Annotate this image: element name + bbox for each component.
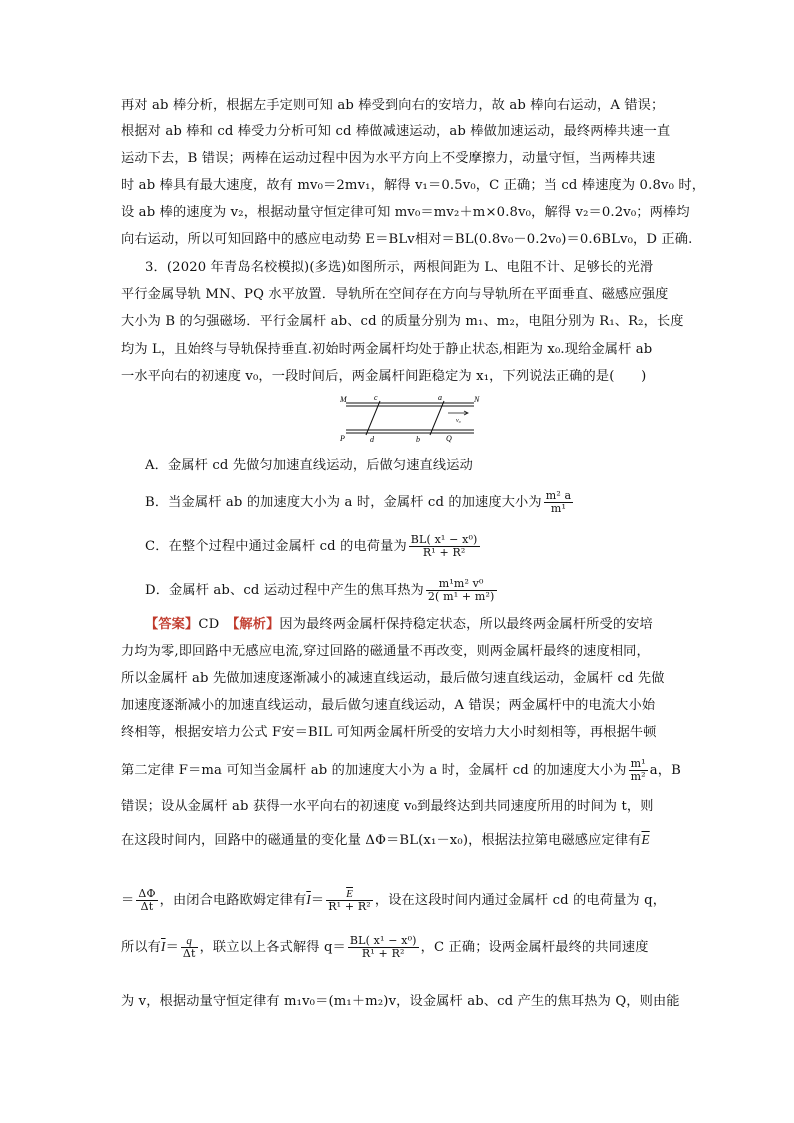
answer-tag: 【答案】	[145, 617, 199, 632]
option-d-text: D．金属杆 ab、cd 运动过程中产生的焦耳热为	[145, 583, 424, 598]
fraction-denominator: R¹ + R²	[328, 900, 371, 913]
text-line: 根据对 ab 棒和 cd 棒受力分析可知 cd 棒做减速运动，ab 棒做加速运动，最终两棒共速一直	[121, 124, 671, 139]
analysis-line	[121, 830, 681, 851]
fraction-denominator: m¹	[544, 502, 574, 515]
equals-sign: ＝	[121, 893, 135, 908]
analysis-line: 力均为零,即回路中无感应电流,穿过回路的磁通量不再改变，则两金属杆最终的速度相同，	[121, 644, 650, 659]
fraction-numerator: q	[186, 935, 193, 947]
fraction-denominator: R¹ + R²	[348, 947, 419, 960]
avg-current-symbol: $\overline{I}$	[161, 939, 166, 954]
equals-sign: ＝	[165, 940, 179, 955]
option-c-text: C．在整个过程中通过金属杆 cd 的电荷量为	[145, 539, 407, 554]
option-d-fraction	[426, 578, 497, 603]
analysis-line: 加速度逐渐减小的加速直线运动，最后做匀速直线运动，A 错误；两金属杆中的电流大小始	[121, 698, 656, 713]
text-line: 设 ab 棒的速度为 v₂，根据动量守恒定律可知 mv₀＝mv₂＋m×0.8v₀，解得 v₂＝0.2v₀；两棒均	[121, 205, 690, 220]
analysis-line: 错误；设从金属杆 ab 获得一水平向右的初速度 v₀到最终达到共同速度所用的时间为 t，则	[121, 799, 654, 814]
avg-emf-symbol: $\overline{E}$	[641, 832, 650, 847]
answer-value: CD	[198, 617, 220, 632]
flux-rate-fraction	[136, 888, 157, 913]
answer-line	[145, 615, 705, 635]
option-c	[145, 534, 705, 559]
question-3-line: 平行金属导轨 MN、PQ 水平放置．导轨所在空间存在方向与导轨所在平面垂直、磁感应强度	[121, 287, 669, 302]
fraction-numerator: m² a	[545, 489, 572, 502]
fraction-numerator: m¹m² v⁰	[438, 577, 484, 590]
analysis-line	[121, 935, 681, 960]
analysis-line	[121, 888, 681, 913]
fraction-numerator: BL( x¹ − x⁰)	[410, 533, 478, 546]
analysis-text: 在这段时间内，回路中的磁通量的变化量 ΔΦ＝BL(x₁－x₀)，根据法拉第电磁感应定律有	[121, 833, 642, 848]
question-3-line: 一水平向右的初速度 v₀，一段时间后，两金属杆间距稳定为 x₁，下列说法正确的是( )	[121, 369, 647, 384]
text-line: 再对 ab 棒分析，根据左手定则可知 ab 棒受到向右的安培力，故 ab 棒向右运动，A 错误；	[121, 98, 665, 113]
question-3-line: 3．(2020 年青岛名校模拟)(多选)如图所示，两根间距为 L、电阻不计、足够长的光滑	[145, 260, 654, 275]
fraction-denominator: Δt	[136, 900, 157, 913]
fraction-numerator: ΔΦ	[138, 887, 156, 900]
analysis-text: 所以有	[121, 940, 162, 955]
option-d	[145, 578, 705, 603]
label-d: d	[370, 435, 374, 443]
fraction-numerator: BL( x¹ − x⁰)	[349, 934, 417, 947]
charge-rate-fraction	[181, 935, 198, 960]
question-3-line: 大小为 B 的匀强磁场．平行金属杆 ab、cd 的质量分别为 m₁、m₂，电阻分别为 R₁、R₂，长度	[121, 314, 684, 329]
analysis-text: ，由闭合电路欧姆定律有	[159, 893, 307, 908]
text-line: 向右运动，所以可知回路中的感应电动势 E＝BLv相对＝BL(0.8v₀－0.2v₀)＝0.6BLv₀，D 正确.	[121, 232, 693, 247]
analysis-line: 终相等，根据安培力公式 F安＝BIL 可知两金属杆所受的安培力大小时刻相等，再根据牛顿	[121, 725, 657, 740]
label-c: c	[374, 393, 378, 402]
analysis-text: 第二定律 F＝ma 可知当金属杆 ab 的加速度大小为 a 时，金属杆 cd 的加速度大小为	[121, 763, 627, 778]
fraction-denominator: R¹ + R²	[409, 546, 480, 559]
charge-fraction	[348, 935, 419, 960]
text-line: 运动下去，B 错误；两棒在运动过程中因为水平方向上不受摩擦力，动量守恒，当两棒共速	[121, 151, 656, 166]
analysis-text: a，B	[649, 763, 681, 778]
label-v0: v₀	[456, 418, 461, 424]
text-line: 时 ab 棒具有最大速度，故有 mv₀＝2mv₁，解得 v₁＝0.5v₀，C 正确；当 cd 棒速度为 0.8v₀ 时，	[121, 178, 706, 193]
label-M: M	[340, 395, 347, 404]
avg-current-symbol: $\overline{I}$	[306, 892, 311, 907]
fraction-numerator: m¹	[630, 757, 646, 770]
ohm-fraction	[326, 888, 373, 913]
fraction-denominator: 2( m¹ + m²)	[427, 590, 495, 603]
option-b-fraction	[544, 490, 574, 515]
label-P: P	[340, 434, 345, 443]
analysis-text: ，C 正确；设两金属杆最终的共同速度	[420, 940, 649, 955]
label-Q: Q	[446, 434, 452, 443]
fraction-numerator: $\overline{E}$	[346, 888, 353, 900]
analysis-text: ，设在这段时间内通过金属杆 cd 的电荷量为 q，	[374, 893, 667, 908]
analysis-line	[121, 758, 681, 783]
analysis-line: 所以金属杆 ab 先做加速度逐渐减小的减速直线运动，最后做匀速直线运动，金属杆 cd 先做	[121, 671, 665, 686]
option-a: A．金属杆 cd 先做匀加速直线运动，后做匀速直线运动	[145, 458, 473, 473]
analysis-line: 为 v，根据动量守恒定律有 m₁v₀＝(m₁＋m₂)v，设金属杆 ab、cd 产生的焦耳热为 Q，则由能	[121, 994, 680, 1009]
question-3-line: 均为 L，且始终与导轨保持垂直.初始时两金属杆均处于静止状态,相距为 x₀.现给金属杆 ab	[121, 342, 653, 357]
accel-ratio-fraction	[629, 758, 648, 783]
label-N: N	[474, 395, 480, 404]
option-c-fraction	[409, 534, 480, 559]
fraction-denominator: Δt	[182, 947, 196, 960]
analysis-text: 因为最终两金属杆保持稳定状态，所以最终两金属杆所受的安培	[279, 617, 653, 632]
analysis-text: ，联立以上各式解得 q＝	[199, 940, 346, 955]
analysis-tag: 【解析】	[232, 617, 280, 632]
label-a: a	[438, 393, 442, 402]
option-b-text: B．当金属杆 ab 的加速度大小为 a 时，金属杆 cd 的加速度大小为	[145, 495, 542, 510]
label-b: b	[416, 435, 420, 443]
rail-diagram	[340, 393, 480, 443]
fraction-denominator: m²	[630, 770, 646, 783]
equals-sign: ＝	[310, 893, 325, 908]
option-b	[145, 490, 705, 515]
